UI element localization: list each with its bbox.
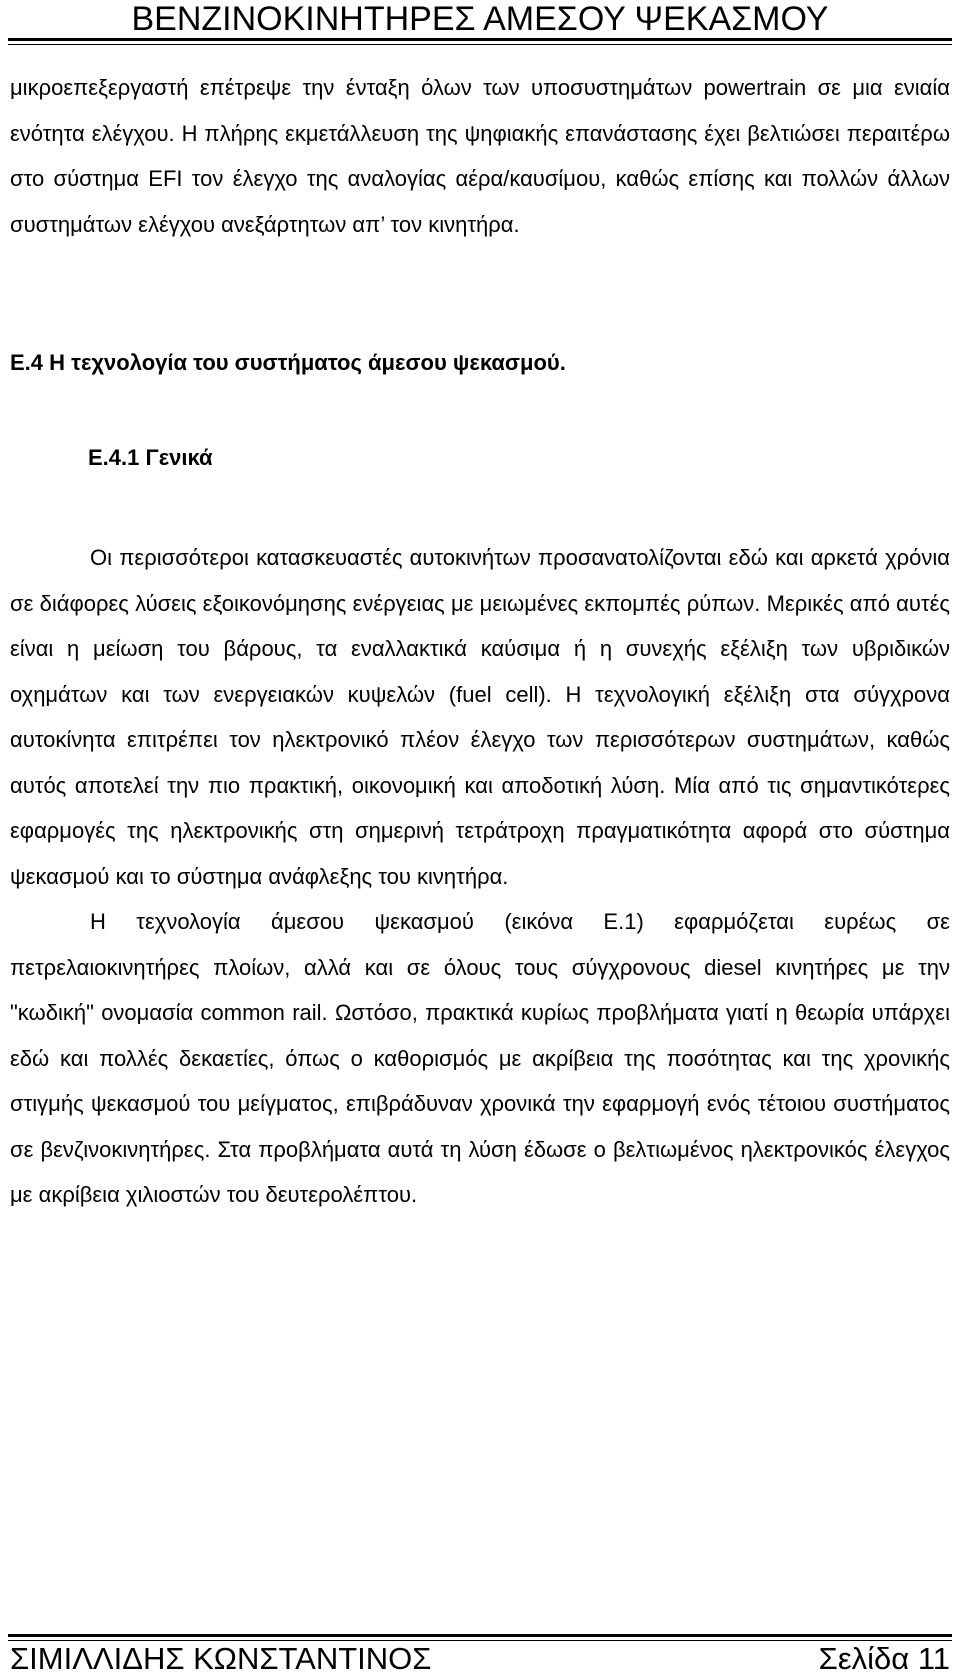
body-paragraph-2: Η τεχνολογία άμεσου ψεκασμού (εικόνα Ε.1) εφαρμόζεται ευρέως σε πετρελαιοκινητήρες πλοίων, αλλά και σε όλους τους σύγχρονους diesel κινητήρες με την "κωδική" ονομασία common rail. Ωστόσο, πρακτικά κυρίως προβλήματα γιατί η θεωρία υπάρχει εδώ και πολλές δεκαετίες, όπως ο καθορισμός με ακρίβεια της ποσότητας και της χρονικής στιγμής ψεκασμού του μείγματος, επιβράδυναν χρονικά την εφαρμογή ενός τέτοιου συστήματος σε βενζινοκινητήρες. Στα προβλήματα αυτά τη λύση έδωσε ο βελτιωμένος ηλεκτρονικός έλεγχος με ακρίβεια χιλιοστών του δευτερολέπτου. [10,909,950,1207]
body-paragraph-1: Οι περισσότεροι κατασκευαστές αυτοκινήτων προσανατολίζονται εδώ και αρκετά χρόνια σε διάφορες λύσεις εξοικονόμησης ενέργειας με μειωμένες εκπομπές ρύπων. Μερικές από αυτές είναι η μείωση του βάρους, τα εναλλακτικά καύσιμα ή η συνεχής εξέλιξη των υβριδικών οχημάτων και των ενεργειακών κυψελών (fuel cell). Η τεχνολογική εξέλιξη στα σύγχρονα αυτοκίνητα επιτρέπει τον ηλεκτρονικό πλέον έλεγχο των περισσότερων συστημάτων, καθώς αυτός αποτελεί την πιο πρακτική, οικονομική και αποδοτική λύση. Μία από τις σημαντικότερες εφαρμογές της ηλεκτρονικής στη σημερινή τετράτροχη πραγματικότητα αφορά στο σύστημα ψεκασμού και το σύστημα ανάφλεξης του κινητήρα. [10,545,950,889]
section-heading: Ε.4 Η τεχνολογία του συστήματος άμεσου ψεκασμού. [10,350,566,375]
subsection-heading: Ε.4.1 Γενικά [88,445,213,470]
footer-page-number: Σελίδα 11 [818,1641,950,1676]
subsection-body [10,535,950,1218]
header-rule-thin [8,44,952,45]
header-rule-thick [8,38,952,41]
continuation-paragraph: μικροεπεξεργαστή επέτρεψε την ένταξη όλων των υποσυστημάτων powertrain σε μια ενιαία ενότητα ελέγχου. Η πλήρης εκμετάλλευση της ψηφιακής επανάστασης έχει βελτιώσει περαιτέρω στο σύστημα EFI τον έλεγχο της αναλογίας αέρα/καυσίμου, καθώς επίσης και πολλών άλλων συστημάτων ελέγχου ανεξάρτητων απ’ τον κινητήρα. [10,75,950,237]
continuation-section [10,65,950,247]
footer-rule-thick [8,1634,952,1637]
running-header: ΒΕΝΖΙΝΟΚΙΝΗΤΗΡΕΣ ΑΜΕΣΟΥ ΨΕΚΑΣΜΟΥ [131,0,829,38]
footer-author: ΣΙΜΙΛΛΙΔΗΣ ΚΩΝΣΤΑΝΤΙΝΟΣ [10,1641,432,1676]
